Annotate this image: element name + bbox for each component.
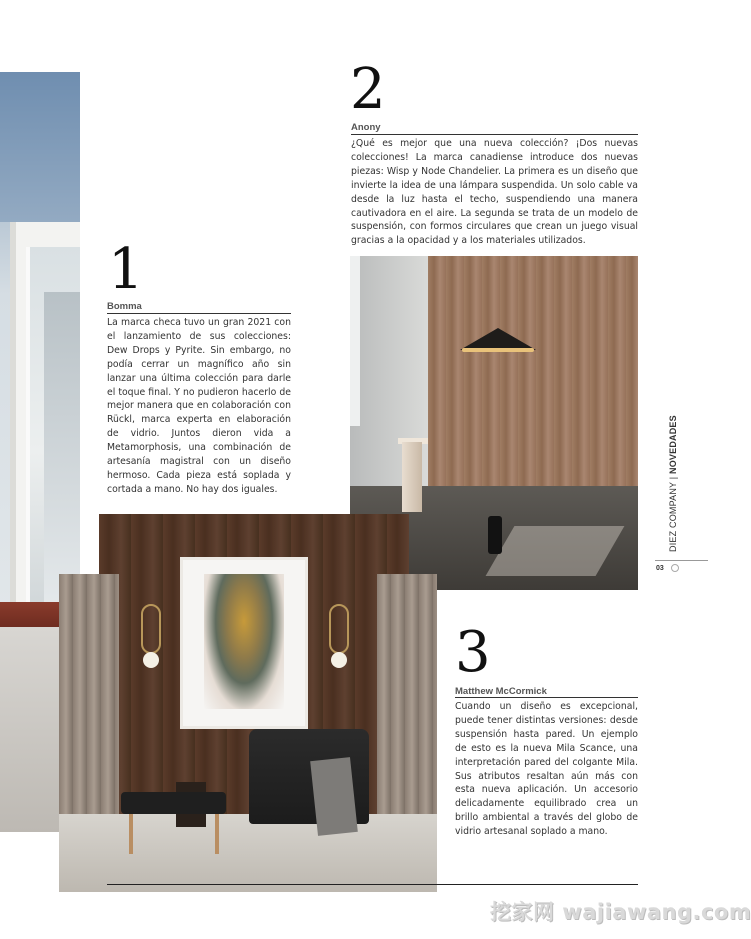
circle-icon [671,564,679,572]
section-2-rule [351,134,638,135]
side-section-label [668,415,678,552]
section-3-rule [455,697,638,698]
section-1-rule [107,313,291,314]
section-2-number: 2 [350,57,386,122]
brand-label: DIEZ COMPANY [668,481,678,552]
section-1-name: Bomma [107,301,142,312]
section-label: NOVEDADES [668,415,678,474]
interior-photo [59,514,437,892]
window-photo [0,72,80,627]
section-1-number: 1 [108,237,144,302]
section-3-text: Cuando un diseño es excepcional, puede tener distintas versiones: desde suspensión hasta pared. Un ejemplo de esto es la nueva Mila Scance, una interpretación pared del colgante Mila. Sus atributos resaltan aún más con esta nueva aplicación. Un accesorio delicadamente equilibrado crea un brillo ambiental a través del globo de vidrio artesanal soplado a mano. [455,701,638,838]
section-2-text: ¿Qué es mejor que una nueva colección? ¡Dos nuevas colecciones! La marca canadiense introduce dos nuevas piezas: Wisp y Node Chandelier. La primera es un diseño que invierte la idea de una lámpara suspendida. Un solo cable va desde la luz hasta el techo, suspendiendo una manera cautivadora en el aire. La segunda se trata de un modelo de suspensión, con formos circulares que crean un juego visual gracias a la opacidad y a los materiales utilizados. [351,138,638,247]
section-2-name: Anony [351,122,381,133]
label-separator: | [668,473,678,482]
side-rule [655,560,708,561]
section-3-number: 3 [455,620,491,685]
section-3-name: Matthew McCormick [455,686,547,697]
watermark: 挖家网 wajiawang.com [490,900,751,924]
bottom-rule [107,884,638,885]
section-1-text: La marca checa tuvo un gran 2021 con el lanzamiento de sus colecciones: Dew Drops y Pyrite. Sin embargo, no podía cerrar un magnífico año sin lanzar una última colección para darle el toque final. Y no pudieron hacerlo de mejor manera que en colaboración con Rückl, marca experta en elaboración de vidrio. Juntos dieron vida a Metamorphosis, una combinación de artesanía magistral con un diseño hermoso. Cada pieza está soplada y cortada a mano. No hay dos iguales. [107,317,291,495]
page-number: 03 [656,565,664,572]
